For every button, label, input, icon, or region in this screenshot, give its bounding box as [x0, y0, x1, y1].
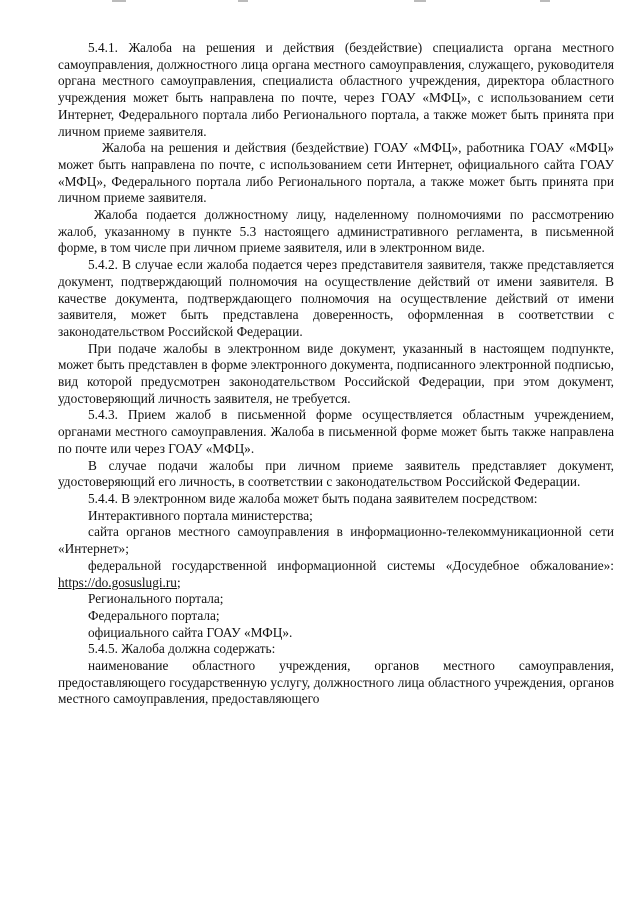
list-item-local-gov-site: сайта органов местного самоуправления в информационно-телекоммуникационной сети «Интернет»; — [58, 524, 614, 557]
paragraph-5-4-2: 5.4.2. В случае если жалоба подается через представителя заявителя, также представляется документ, подтверждающий полномочия на осуществление действий от имени заявителя. В качестве документа, подтверждающего полномочия на осуществление действий от имени заявителя, может быть представлена доверенность, оформленная в соответствии с законодательством Российской Федерации. — [58, 257, 614, 339]
pretrial-appeal-label: федеральной государственной информационной системы «Досудебное обжалование»: — [88, 557, 614, 573]
list-item-federal-portal: Федерального портала; — [88, 607, 220, 623]
list-item-mfc-site: официального сайта ГОАУ «МФЦ». — [88, 624, 293, 640]
paragraph-electronic-document: При подаче жалобы в электронном виде документ, указанный в настоящем подпункте, может быть представлен в форме электронного документа, подписанного электронной подписью, вид которой предусмотрен законодательством Российской Федерации, при этом документ, удостоверяющий личность заявителя, не требуется. — [58, 340, 614, 406]
paragraph-5-4-5: 5.4.5. Жалоба должна содержать: — [88, 641, 276, 657]
paragraph-complaint-submission: Жалоба подается должностному лицу, наделенному полномочиями по рассмотрению жалоб, указанному в пункте 5.3 настоящего административного регламента, в письменной форме, в том числе при личном приеме заявителя, или в электронном виде. — [58, 207, 614, 256]
paragraph-complaint-contents: наименование областного учреждения, органов местного самоуправления, предоставляющего государственную услугу, должностного лица областного учреждения, органов местного самоуправления, предоставляющего — [58, 658, 614, 707]
gosuslugi-link[interactable]: https://do.gosuslugi.ru — [58, 574, 177, 590]
paragraph-5-4-4: 5.4.4. В электронном виде жалоба может быть подана заявителем посредством: — [88, 490, 538, 506]
list-item-pretrial-appeal — [58, 558, 614, 591]
list-item-regional-portal: Регионального портала; — [88, 591, 224, 607]
scan-edge-marks — [0, 0, 640, 8]
paragraph-5-4-3: 5.4.3. Прием жалоб в письменной форме осуществляется областным учреждением, органами местного самоуправления. Жалоба в письменной форме может быть также направлена по почте или через ГОАУ «МФЦ». — [58, 407, 614, 456]
paragraph-personal-reception: В случае подачи жалобы при личном приеме заявитель представляет документ, удостоверяющий его личность, в соответствии с законодательством Российской Федерации. — [58, 457, 614, 490]
paragraph-mfc-complaint: Жалоба на решения и действия (бездействие) ГОАУ «МФЦ», работника ГОАУ «МФЦ» может быть направлена по почте, с использованием сети Интернет, официального сайта ГОАУ «МФЦ», Федерального портала либо Регионального портала, а также может быть принята при личном приеме заявителя. — [58, 140, 614, 206]
list-item-interactive-portal: Интерактивного портала министерства; — [88, 507, 313, 523]
pretrial-appeal-end: ; — [176, 574, 181, 590]
paragraph-5-4-1: 5.4.1. Жалоба на решения и действия (бездействие) специалиста органа местного самоуправления, должностного лица органа местного самоуправления, служащего, руководителя органа местного самоуправления, специалиста областного учреждения, директора областного учреждения может быть направлена по почте, через ГОАУ «МФЦ», с использованием сети Интернет, Федерального портала либо Регионального портала, а также может быть принята при личном приеме заявителя. — [58, 40, 614, 139]
